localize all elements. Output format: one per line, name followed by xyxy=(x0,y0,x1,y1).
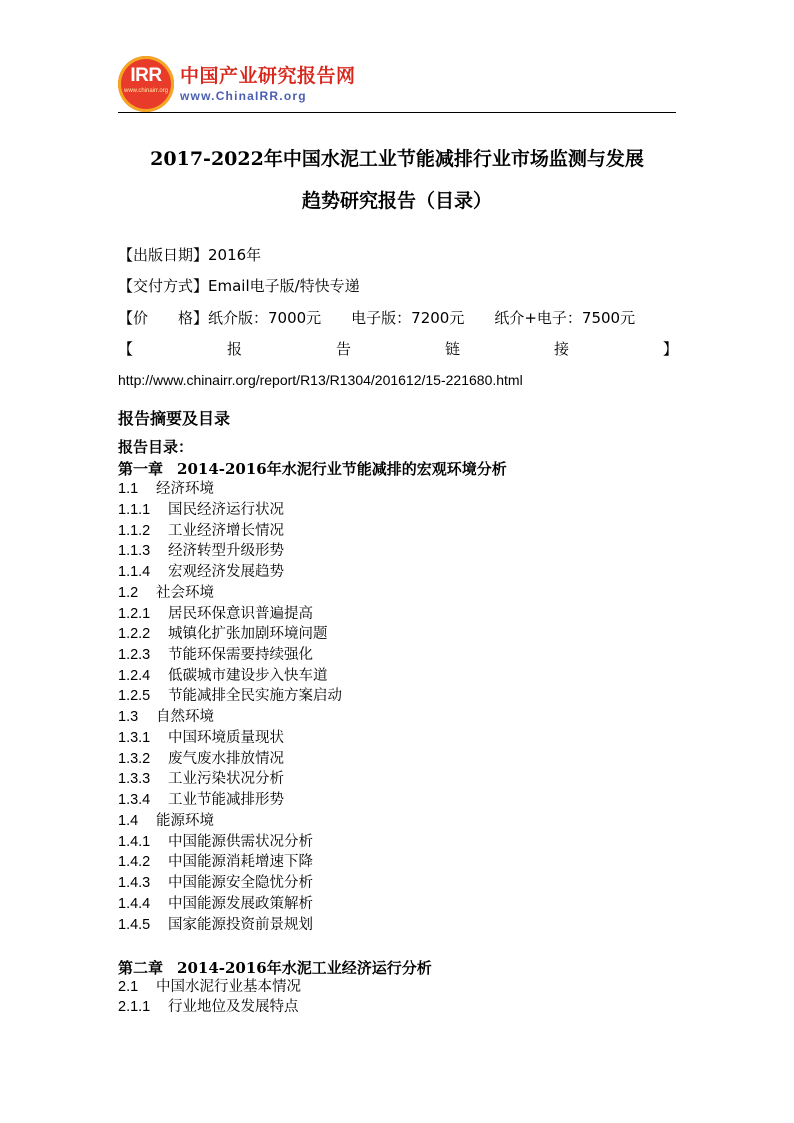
toc-heading: 报告目录： xyxy=(118,438,194,456)
report-title-line1: 2017-2022年中国水泥工业节能减排行业市场监测与发展 xyxy=(150,148,644,170)
toc-item: 1.4 能源环境 xyxy=(118,813,214,829)
toc-item: 1.3 自然环境 xyxy=(118,709,214,725)
logo-badge-text: IRR xyxy=(130,65,162,86)
price-info: 【价 格】纸介版：7000元 电子版：7200元 纸介+电子：7500元 xyxy=(118,309,636,327)
link-label-char: 报 xyxy=(226,340,242,358)
link-label-char: 告 xyxy=(335,340,351,358)
toc-item: 1.1.1 国民经济运行状况 xyxy=(118,502,284,518)
toc-item: 1.2.1 居民环保意识普遍提高 xyxy=(118,606,313,622)
chinairr-logo[interactable] xyxy=(118,56,356,112)
toc-item: 1.1.3 经济转型升级形势 xyxy=(118,543,284,559)
toc-item: 1.2.4 低碳城市建设步入快车道 xyxy=(118,668,328,684)
chapter-title: 2014-2016年水泥行业节能减排的宏观环境分析 xyxy=(177,460,507,478)
publish-date: 【出版日期】2016年 xyxy=(118,246,262,264)
link-label-char: 【 xyxy=(118,340,134,358)
report-title-line2: 趋势研究报告（目录） xyxy=(301,190,492,212)
toc-item: 1.3.2 废气废水排放情况 xyxy=(118,751,284,767)
logo-badge-subtext: www.chinairr.org xyxy=(123,88,168,94)
toc-item: 2.1 中国水泥行业基本情况 xyxy=(118,979,301,995)
toc-item: 1.2 社会环境 xyxy=(118,585,214,601)
header-divider xyxy=(118,112,676,113)
summary-heading: 报告摘要及目录 xyxy=(118,409,231,428)
link-label-char: 接 xyxy=(553,340,569,358)
toc-item: 1.2.3 节能环保需要持续强化 xyxy=(118,647,313,663)
chapter-number: 第二章 xyxy=(118,959,164,977)
toc-item: 1.1.2 工业经济增长情况 xyxy=(118,523,284,539)
toc-item: 1.4.2 中国能源消耗增速下降 xyxy=(118,854,313,870)
toc-item: 1.3.3 工业污染状况分析 xyxy=(118,771,284,787)
toc-item: 2.1.1 行业地位及发展特点 xyxy=(118,999,299,1015)
report-link-label xyxy=(118,338,678,359)
toc-item: 1.4.1 中国能源供需状况分析 xyxy=(118,834,313,850)
toc-item: 1.1.4 宏观经济发展趋势 xyxy=(118,564,284,580)
toc-item: 1.2.2 城镇化扩张加剧环境问题 xyxy=(118,626,328,642)
toc-item: 1.3.1 中国环境质量现状 xyxy=(118,730,284,746)
chapter-heading xyxy=(118,458,507,479)
toc-item: 1.1 经济环境 xyxy=(118,481,214,497)
toc-item: 1.2.5 节能减排全民实施方案启动 xyxy=(118,688,342,704)
toc-item: 1.4.4 中国能源发展政策解析 xyxy=(118,896,313,912)
irr-badge-icon xyxy=(118,56,174,112)
link-label-char: 】 xyxy=(662,340,678,358)
delivery-method: 【交付方式】Email电子版/特快专递 xyxy=(118,277,360,295)
toc-item: 1.4.5 国家能源投资前景规划 xyxy=(118,917,313,933)
toc-item: 1.4.3 中国能源安全隐忧分析 xyxy=(118,875,313,891)
chapter-title: 2014-2016年水泥工业经济运行分析 xyxy=(177,959,432,977)
toc-item: 1.3.4 工业节能减排形势 xyxy=(118,792,284,808)
logo-site-name: 中国产业研究报告网 xyxy=(180,65,356,87)
chapter-number: 第一章 xyxy=(118,460,164,478)
logo-site-url: www.ChinaIRR.org xyxy=(180,89,307,103)
chapter-heading xyxy=(118,957,432,978)
link-label-char: 链 xyxy=(444,340,460,358)
report-url-link[interactable]: http://www.chinairr.org/report/R13/R1304/201612/15-221680.html xyxy=(118,372,523,388)
